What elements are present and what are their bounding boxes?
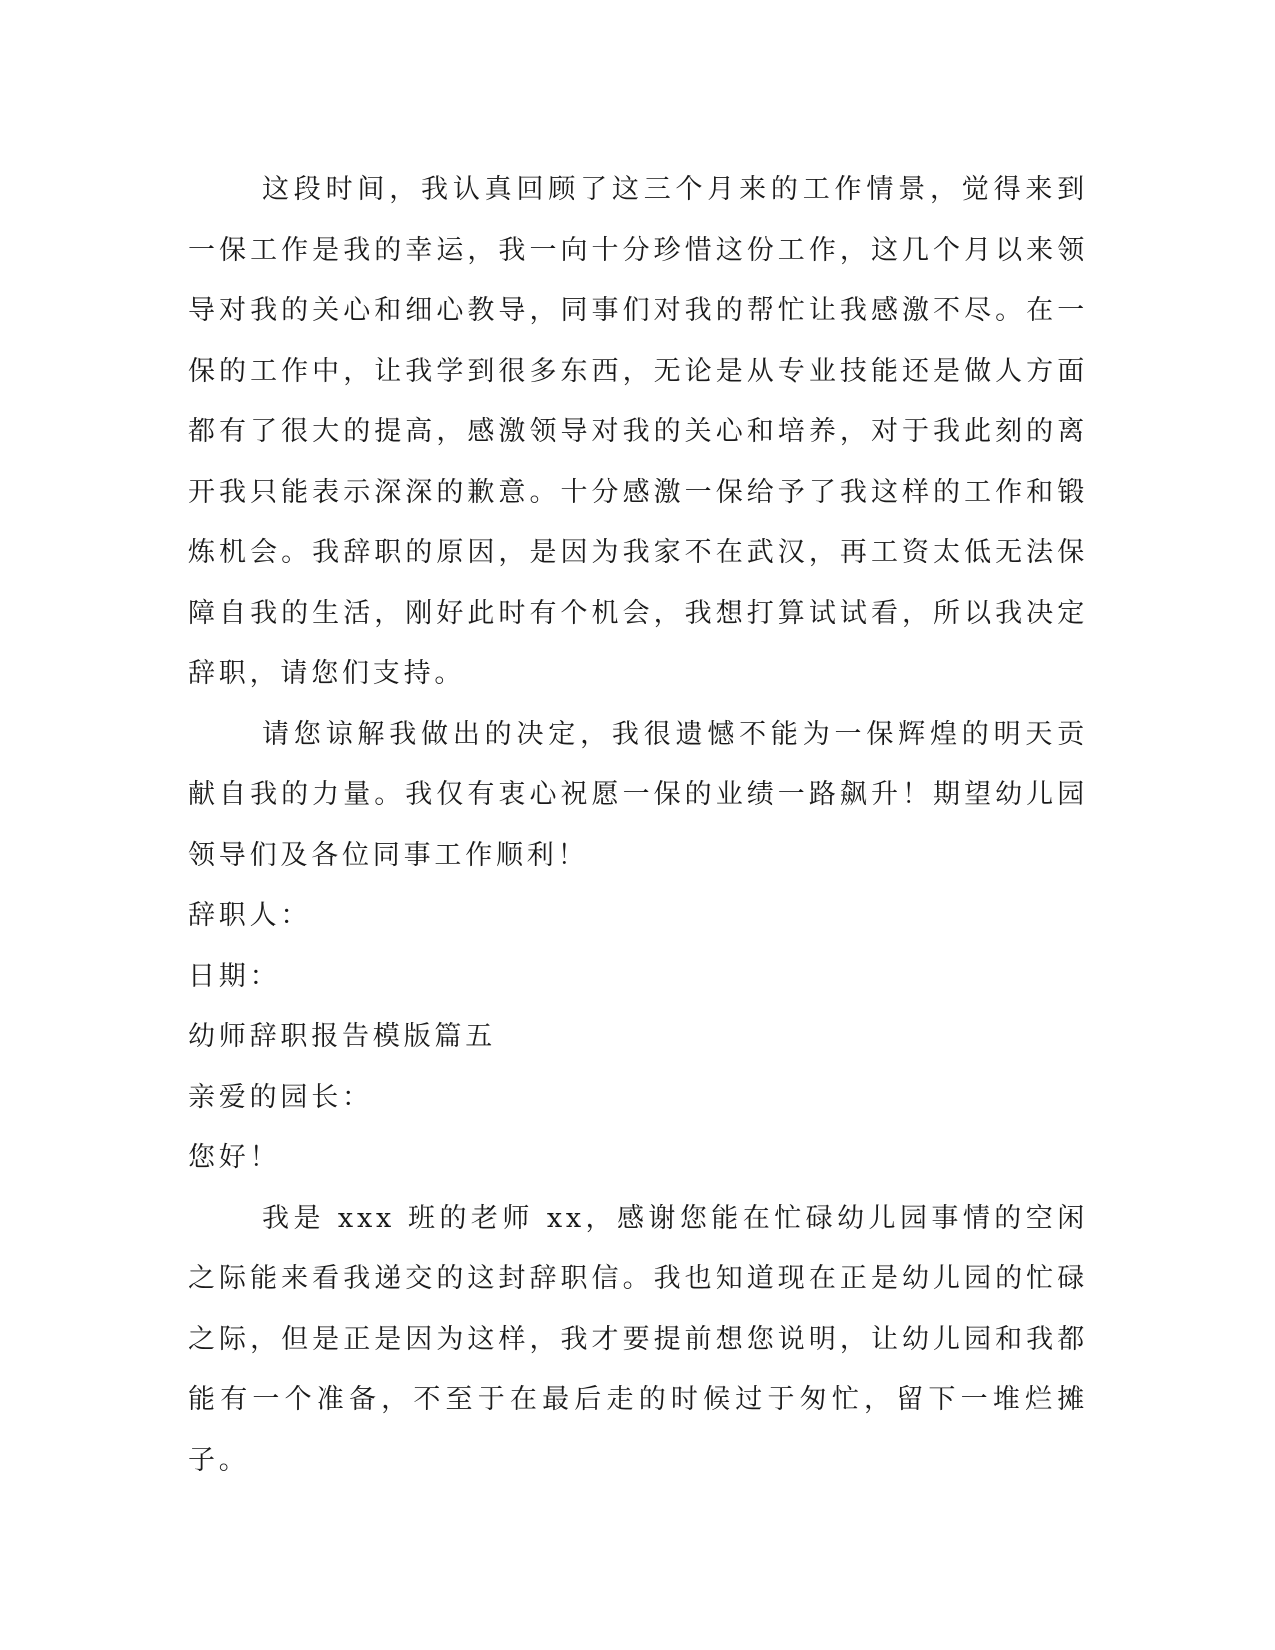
document-body bbox=[188, 160, 1088, 1491]
salutation: 亲爱的园长： bbox=[188, 1081, 373, 1113]
body-paragraph-3: 我是 xxx 班的老师 xx，感谢您能在忙碌幼儿园事情的空闲之际能来看我递交的这封辞职信。我也知道现在正是幼儿园的忙碌之际，但是正是因为这样，我才要提前想您说明，让幼儿园和我都能有一个准备，不至于在最后走的时候过于匆忙，留下一堆烂摊子。 bbox=[188, 1202, 1088, 1476]
resigner-label: 辞职人： bbox=[188, 900, 312, 931]
greeting: 您好！ bbox=[188, 1142, 281, 1173]
body-paragraph-2: 请您谅解我做出的决定，我很遗憾不能为一保辉煌的明天贡献自我的力量。我仅有衷心祝愿一保的业绩一路飙升！期望幼儿园领导们及各位同事工作顺利！ bbox=[188, 718, 1088, 871]
section-title: 幼师辞职报告模版篇五 bbox=[188, 1021, 496, 1052]
date-label: 日期： bbox=[188, 960, 281, 992]
body-paragraph-1: 这段时间，我认真回顾了这三个月来的工作情景，觉得来到一保工作是我的幸运，我一向十分珍惜这份工作，这几个月以来领导对我的关心和细心教导，同事们对我的帮忙让我感激不尽。在一保的工作中，让我学到很多东西，无论是从专业技能还是做人方面都有了很大的提高，感激领导对我的关心和培养，对于我此刻的离开我只能表示深深的歉意。十分感激一保给予了我这样的工作和锻炼机会。我辞职的原因，是因为我家不在武汉，再工资太低无法保障自我的生活，刚好此时有个机会，我想打算试试看，所以我决定辞职，请您们支持。 bbox=[188, 174, 1088, 689]
